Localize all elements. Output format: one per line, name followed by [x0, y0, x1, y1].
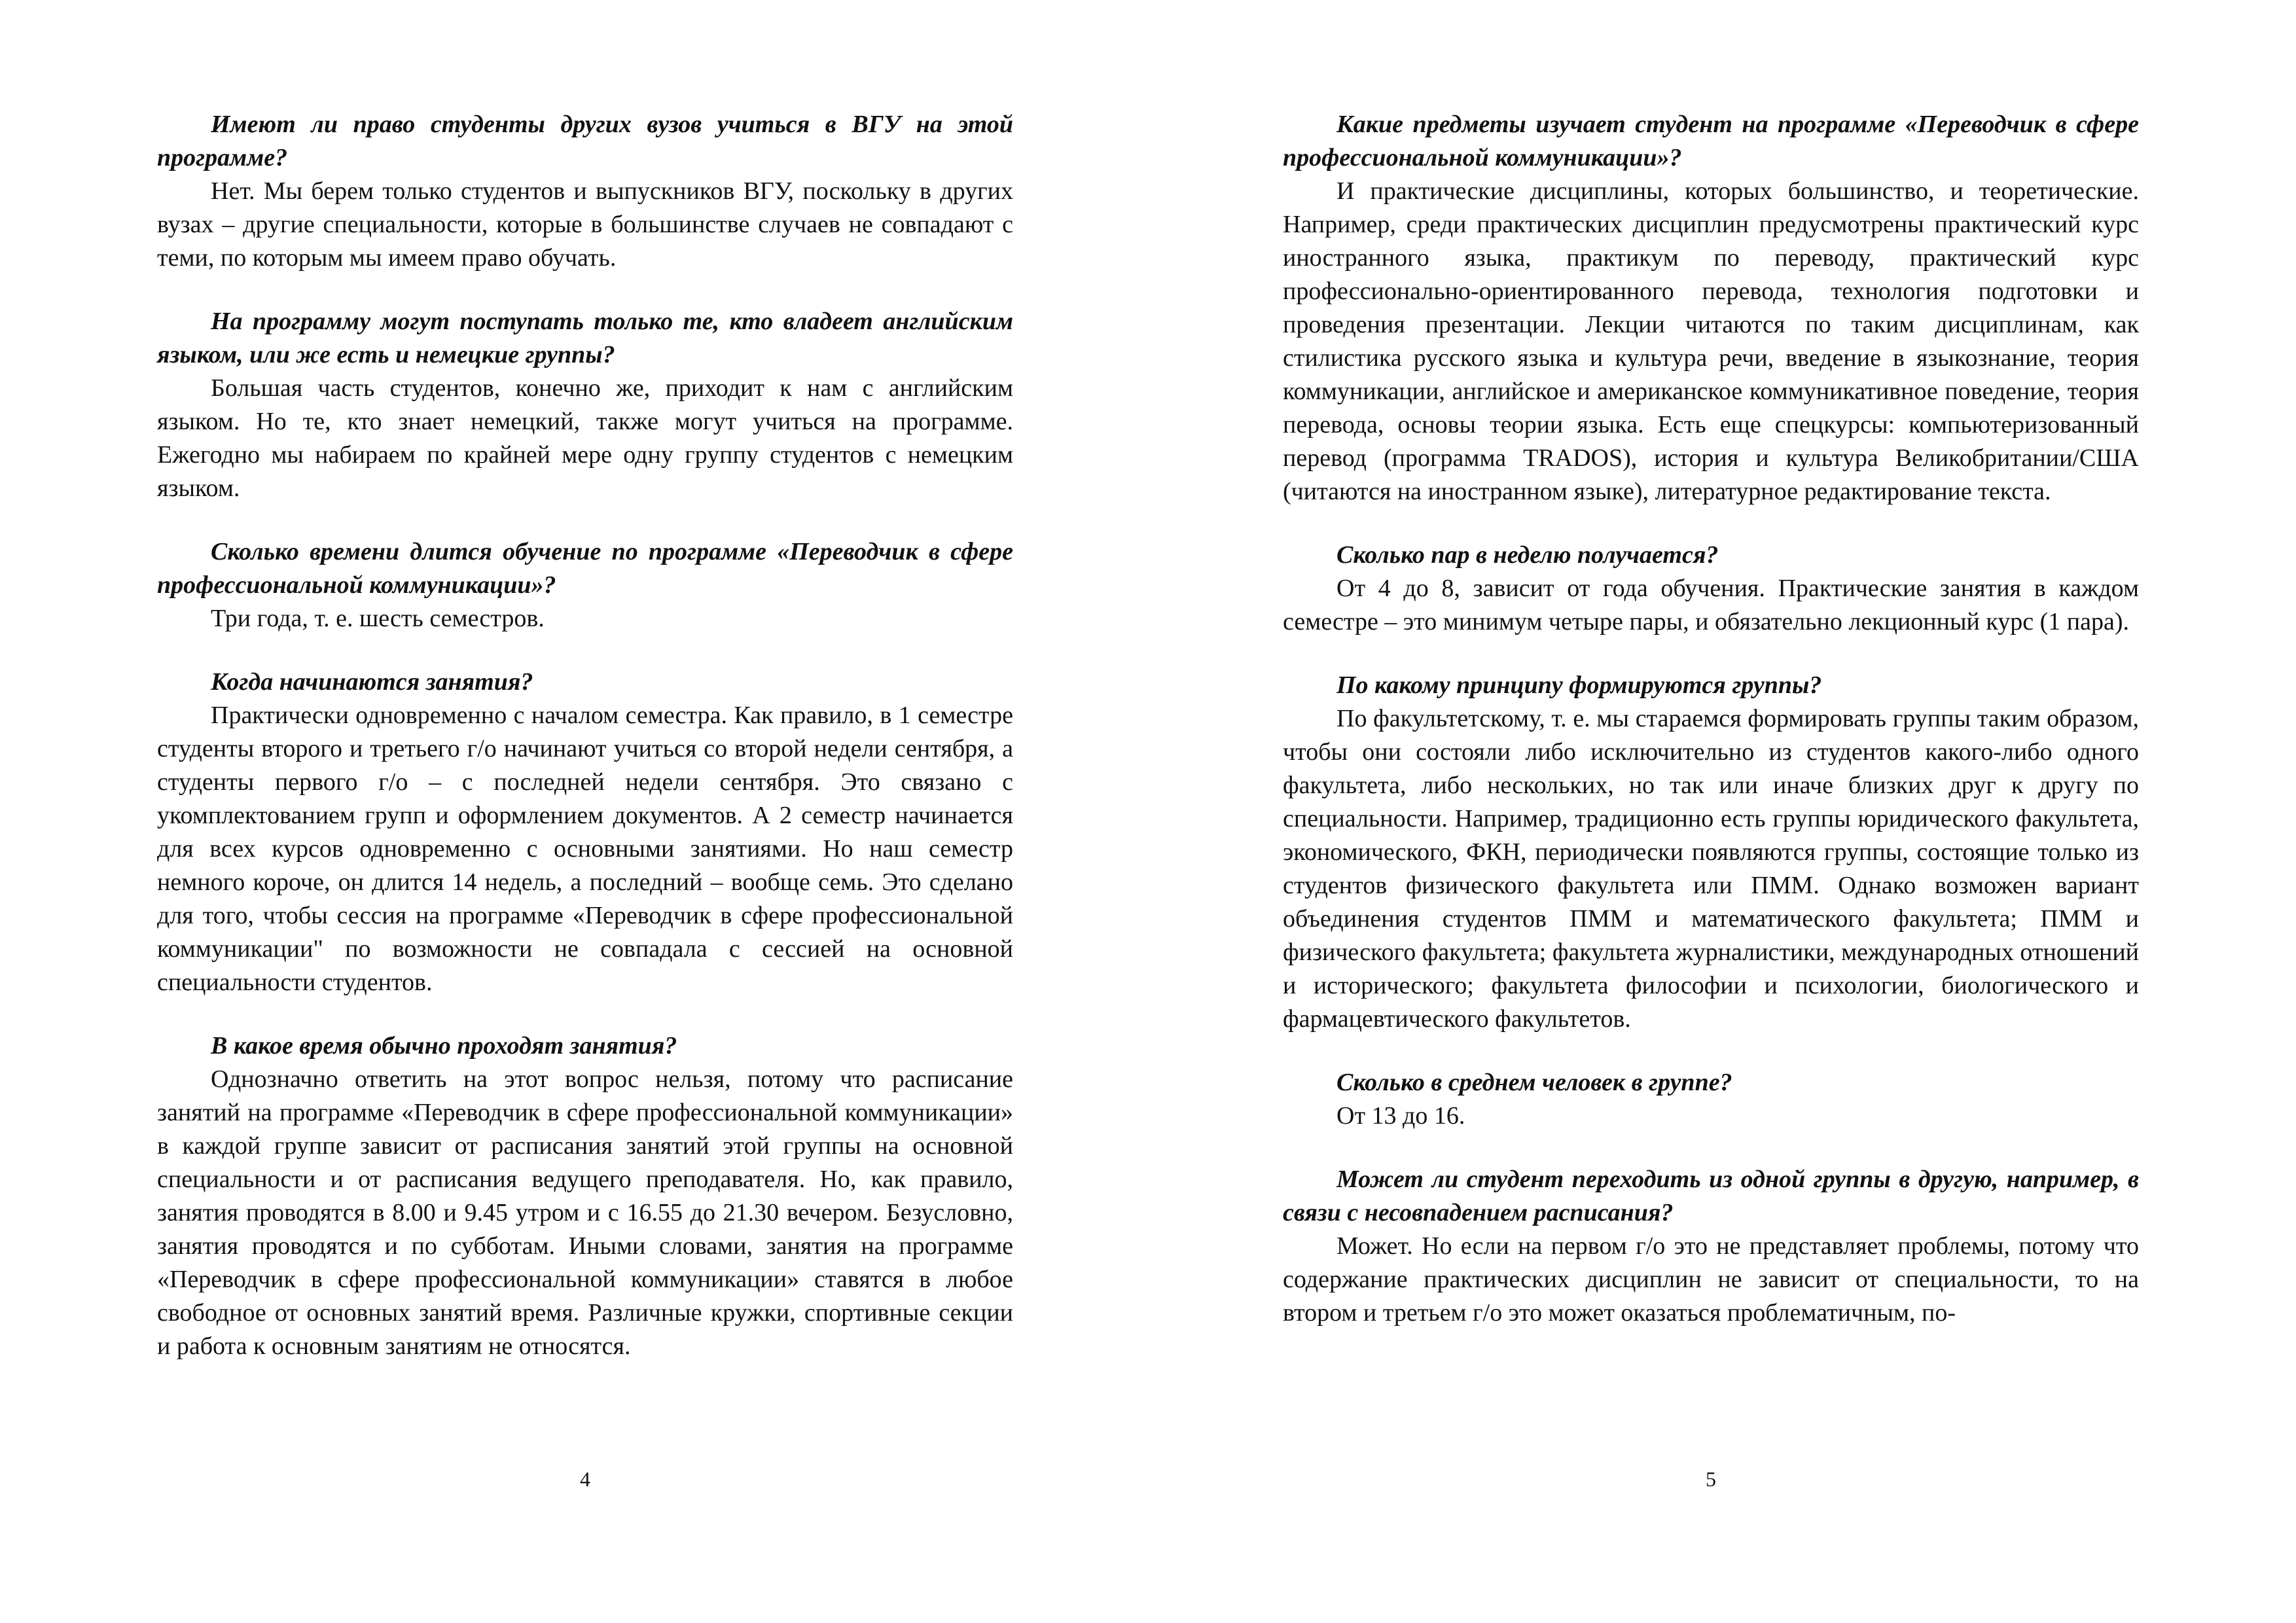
question-heading: Имеют ли право студенты других вузов учиться в ВГУ на этой программе? — [157, 111, 1013, 171]
right-page — [1283, 0, 2139, 1623]
qa-block — [1283, 108, 2139, 508]
qa-block — [1283, 1066, 2139, 1133]
qa-block — [157, 108, 1013, 275]
question-heading: Когда начинаются занятия? — [211, 668, 533, 696]
question-heading: По какому принципу формируются группы? — [1336, 671, 1822, 699]
question-heading: Сколько времени длится обучение по программе «Переводчик в сфере профессиональной коммуникации»? — [157, 538, 1013, 599]
right-page-text — [1283, 108, 2139, 1360]
qa-block — [157, 305, 1013, 505]
question-heading: Сколько пар в неделю получается? — [1336, 541, 1719, 569]
answer-paragraph: Три года, т. е. шесть семестров. — [211, 605, 545, 632]
answer-paragraph: Практически одновременно с началом семестра. Как правило, в 1 семестре студенты второго и третьего г/о начинают учиться со второй недели сентября, а студенты первого г/о – с последней недели сентября. Это связано с укомплектованием групп и оформлением документов. А 2 семестр начинается для всех курсов одновременно с основными занятиями. Но наш семестр немного короче, он длится 14 недель, а последний – вообще семь. Это сделано для того, чтобы сессия на программе «Переводчик в сфере профессиональной коммуникации" по возможности не совпадала с сессией на основной специальности студентов. — [157, 702, 1013, 996]
qa-block — [1283, 669, 2139, 1036]
qa-block — [1283, 1163, 2139, 1330]
answer-paragraph: От 13 до 16. — [1336, 1102, 1465, 1130]
answer-paragraph: Однозначно ответить на этот вопрос нельзя, потому что расписание занятий на программе «Переводчик в сфере профессиональной коммуникации» в каждой группе зависит от расписания занятий этой группы на основной специальности и от расписания ведущего преподавателя. Но, как правило, занятия проводятся в 8.00 и 9.45 утром и с 16.55 до 21.30 вечером. Безусловно, занятия проводятся и по субботам. Иными словами, занятия на программе «Переводчик в сфере профессиональной коммуникации» ставятся в любое свободное от основных занятий время. Различные кружки, спортивные секции и работа к основным занятиям не относятся. — [157, 1065, 1013, 1360]
question-heading: На программу могут поступать только те, кто владеет английским языком, или же есть и немецкие группы? — [157, 308, 1013, 368]
answer-paragraph: Большая часть студентов, конечно же, приходит к нам с английским языком. Но те, кто знает немецкий, также могут учиться на программе. Ежегодно мы набираем по крайней мере одну группу студентов с немецким языком. — [157, 374, 1013, 502]
page-number: 4 — [580, 1467, 590, 1491]
answer-paragraph: Нет. Мы берем только студентов и выпускников ВГУ, поскольку в других вузах – другие специальности, которые в большинстве случаев не совпадают с теми, по которым мы имеем право обучать. — [157, 177, 1013, 272]
qa-block — [157, 535, 1013, 635]
question-heading: Какие предметы изучает студент на программе «Переводчик в сфере профессиональной коммуникации»? — [1283, 111, 2139, 171]
qa-block — [157, 1029, 1013, 1363]
qa-block — [157, 666, 1013, 999]
left-page-text — [157, 108, 1013, 1393]
answer-paragraph: По факультетскому, т. е. мы стараемся формировать группы таким образом, чтобы они состояли либо исключительно из студентов какого-либо одного факультета, либо нескольких, но так или иначе близких друг к другу по специальности. Например, традиционно есть группы юридического факультета, экономического, ФКН, периодически появляются группы, состоящие только из студентов физического факультета или ПММ. Однако возможен вариант объединения студентов ПММ и математического факультета; ПММ и физического факультета; факультета журналистики, международных отношений и исторического; факультета философии и психологии, биологического и фармацевтического факультетов. — [1283, 705, 2139, 1033]
answer-paragraph: От 4 до 8, зависит от года обучения. Практические занятия в каждом семестре – это минимум четыре пары, и обязательно лекционный курс (1 пара). — [1283, 575, 2139, 635]
question-heading: В какое время обычно проходят занятия? — [211, 1032, 677, 1060]
qa-block — [1283, 539, 2139, 639]
page-number: 5 — [1706, 1467, 1716, 1491]
question-heading: Может ли студент переходить из одной группы в другую, например, в связи с несовпадением расписания? — [1283, 1166, 2139, 1226]
answer-paragraph: И практические дисциплины, которых большинство, и теоретические. Например, среди практических дисциплин предусмотрены практический курс иностранного языка, практикум по переводу, практический курс профессионально-ориентированного перевода, технология подготовки и проведения презентации. Лекции читаются по таким дисциплинам, как стилистика русского языка и культура речи, введение в языкознание, теория коммуникации, английское и американское коммуникативное поведение, теория перевода, основы теории языка. Есть еще спецкурсы: компьютеризованный перевод (программа TRADOS), история и культура Великобритании/США (читаются на иностранном языке), литературное редактирование текста. — [1283, 177, 2139, 505]
question-heading: Сколько в среднем человек в группе? — [1336, 1069, 1732, 1096]
answer-paragraph: Может. Но если на первом г/о это не представляет проблемы, потому что содержание практических дисциплин не зависит от специальности, то на втором и третьем г/о это может оказаться проблематичным, по- — [1283, 1232, 2139, 1327]
left-page — [157, 0, 1013, 1623]
